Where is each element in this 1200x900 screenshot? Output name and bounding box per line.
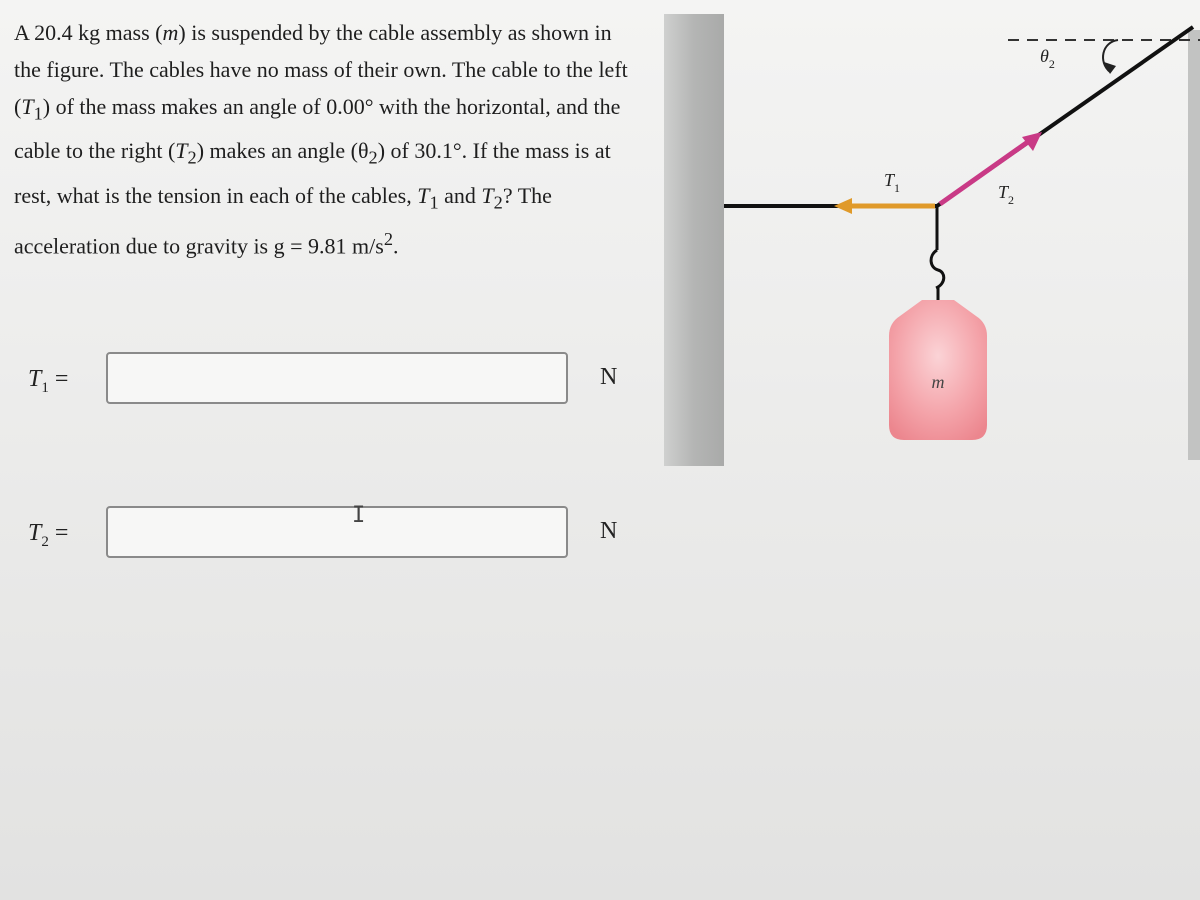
answer-label-sub: 2	[41, 533, 49, 550]
problem-text: A 20.4 kg mass (	[14, 20, 163, 45]
t1-label-var: T	[884, 170, 895, 190]
answer-unit-t2: N	[600, 518, 618, 544]
answer-label-equals: =	[48, 366, 69, 392]
answer-row-t1	[14, 352, 654, 412]
answer-label-var: T	[28, 366, 42, 392]
problem-text: ? The acceleration due to gravity is g = 9.81 m/s	[14, 182, 552, 259]
t2-answer-input[interactable]	[106, 506, 568, 558]
problem-text: ) makes an angle (θ	[196, 138, 369, 164]
t2-vector	[940, 139, 1032, 204]
problem-var-t2: T	[175, 138, 188, 164]
problem-sup: 2	[383, 229, 393, 250]
problem-var-m: m	[162, 20, 179, 45]
problem-text: .	[392, 233, 399, 259]
answer-label-t1	[28, 366, 68, 397]
problem-text: and	[438, 182, 482, 208]
right-wall	[1188, 30, 1200, 460]
problem-statement	[14, 14, 634, 265]
problem-text: ) is suspended by the cable assembly as shown in the figure. The cables have no mass of their own. The cable to the left (	[14, 20, 628, 119]
problem-sub: 1	[429, 192, 439, 213]
problem-sub: 2	[493, 192, 503, 213]
answer-row-t2	[14, 506, 654, 566]
answer-label-sub: 1	[41, 379, 49, 396]
hook-icon	[931, 250, 944, 288]
t2-label	[998, 182, 1014, 207]
t1-answer-input[interactable]	[106, 352, 568, 404]
theta2-label-var: θ	[1040, 46, 1049, 66]
problem-sub: 2	[187, 147, 197, 168]
problem-sub: 1	[33, 103, 43, 124]
problem-text: ) of 30.1°. If the mass is at rest, what is the tension in each of the cables,	[14, 138, 611, 208]
t2-label-sub: 2	[1008, 193, 1015, 207]
theta2-label-sub: 2	[1048, 57, 1055, 71]
t1-arrowhead-icon	[834, 198, 852, 214]
t1-label-sub: 1	[894, 181, 901, 195]
answer-label-t2	[28, 520, 68, 551]
mass-label: m	[931, 372, 945, 392]
problem-sub: 2	[368, 147, 378, 168]
figure-svg	[650, 0, 1200, 480]
answer-unit-t1: N	[600, 364, 618, 390]
t1-label	[884, 170, 900, 195]
problem-var-t1: T	[417, 182, 430, 208]
mass-weight	[889, 300, 987, 440]
left-wall	[664, 14, 724, 466]
answer-label-equals: =	[48, 520, 69, 546]
cable-figure	[650, 0, 1200, 480]
problem-text: ) of the mass makes an angle of 0.00° with the horizontal, and the cable to the right (	[14, 94, 621, 164]
problem-var-t2: T	[481, 182, 494, 208]
answer-label-var: T	[28, 520, 42, 546]
theta2-label	[1040, 46, 1055, 71]
t2-label-var: T	[998, 182, 1009, 202]
text-cursor-icon: I	[352, 503, 366, 528]
problem-var-t1: T	[21, 94, 34, 119]
